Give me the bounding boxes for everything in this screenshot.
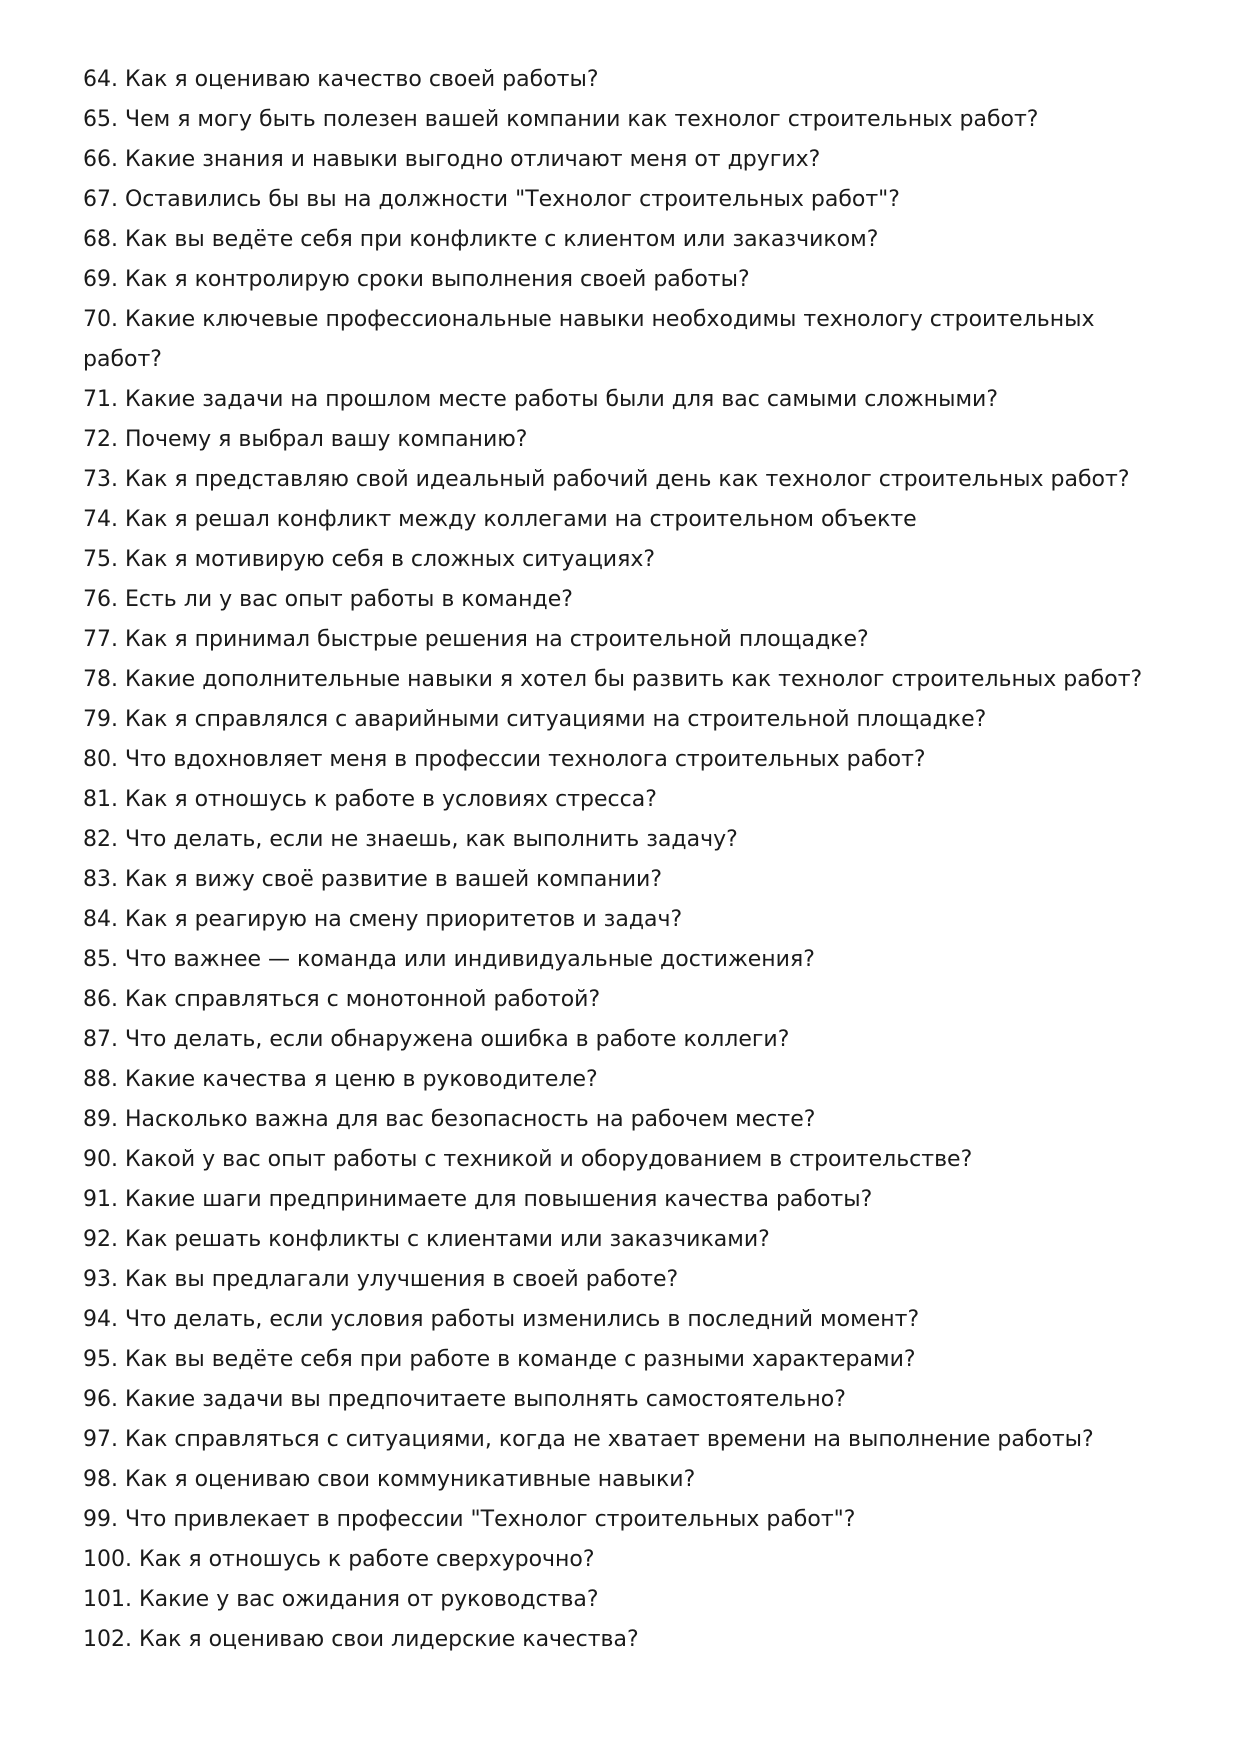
question-list: [83, 60, 1173, 1660]
list-item: 73. Как я представляю свой идеальный рабочий день как технолог строительных работ?: [83, 467, 1130, 492]
list-item: 90. Какой у вас опыт работы с техникой и оборудованием в строительстве?: [83, 1147, 973, 1172]
list-item: 79. Как я справлялся с аварийными ситуациями на строительной площадке?: [83, 707, 987, 732]
list-item: 86. Как справляться с монотонной работой?: [83, 987, 601, 1012]
list-item: 66. Какие знания и навыки выгодно отличают меня от других?: [83, 147, 821, 172]
list-item: 78. Какие дополнительные навыки я хотел бы развить как технолог строительных работ?: [83, 667, 1143, 692]
list-item: 97. Как справляться с ситуациями, когда не хватает времени на выполнение работы?: [83, 1427, 1094, 1452]
list-item: 92. Как решать конфликты с клиентами или заказчиками?: [83, 1227, 770, 1252]
list-item: 98. Как я оцениваю свои коммуникативные навыки?: [83, 1467, 696, 1492]
list-item: 75. Как я мотивирую себя в сложных ситуациях?: [83, 547, 656, 572]
list-item: 65. Чем я могу быть полезен вашей компании как технолог строительных работ?: [83, 107, 1039, 132]
list-item: 101. Какие у вас ожидания от руководства?: [83, 1587, 599, 1612]
list-item: 82. Что делать, если не знаешь, как выполнить задачу?: [83, 827, 738, 852]
list-item: 83. Как я вижу своё развитие в вашей компании?: [83, 867, 663, 892]
list-item: 95. Как вы ведёте себя при работе в команде с разными характерами?: [83, 1347, 916, 1372]
list-item: 85. Что важнее — команда или индивидуальные достижения?: [83, 947, 815, 972]
list-item: 100. Как я отношусь к работе сверхурочно?: [83, 1547, 595, 1572]
list-item: 87. Что делать, если обнаружена ошибка в работе коллеги?: [83, 1027, 790, 1052]
list-item: 81. Как я отношусь к работе в условиях стресса?: [83, 787, 657, 812]
list-item: 76. Есть ли у вас опыт работы в команде?: [83, 587, 573, 612]
list-item: 89. Насколько важна для вас безопасность на рабочем месте?: [83, 1107, 816, 1132]
list-item: 67. Оставились бы вы на должности "Технолог строительных работ"?: [83, 187, 900, 212]
list-item: 94. Что делать, если условия работы изменились в последний момент?: [83, 1307, 920, 1332]
list-item: 71. Какие задачи на прошлом месте работы были для вас самыми сложными?: [83, 387, 999, 412]
list-item: 68. Как вы ведёте себя при конфликте с клиентом или заказчиком?: [83, 227, 879, 252]
list-item: 84. Как я реагирую на смену приоритетов и задач?: [83, 907, 683, 932]
list-item: 99. Что привлекает в профессии "Технолог строительных работ"?: [83, 1507, 856, 1532]
list-item: 77. Как я принимал быстрые решения на строительной площадке?: [83, 627, 869, 652]
list-item: 102. Как я оцениваю свои лидерские качества?: [83, 1627, 639, 1652]
list-item: 96. Какие задачи вы предпочитаете выполнять самостоятельно?: [83, 1387, 846, 1412]
list-item: 88. Какие качества я ценю в руководителе?: [83, 1067, 598, 1092]
list-item: 70. Какие ключевые профессиональные навыки необходимы технологу строительных работ?: [83, 307, 1095, 372]
list-item: 64. Как я оцениваю качество своей работы?: [83, 67, 599, 92]
list-item: 91. Какие шаги предпринимаете для повышения качества работы?: [83, 1187, 873, 1212]
list-item: 80. Что вдохновляет меня в профессии технолога строительных работ?: [83, 747, 926, 772]
list-item: 74. Как я решал конфликт между коллегами на строительном объекте: [83, 507, 917, 532]
list-item: 69. Как я контролирую сроки выполнения своей работы?: [83, 267, 750, 292]
list-item: 93. Как вы предлагали улучшения в своей работе?: [83, 1267, 679, 1292]
list-item: 72. Почему я выбрал вашу компанию?: [83, 427, 528, 452]
